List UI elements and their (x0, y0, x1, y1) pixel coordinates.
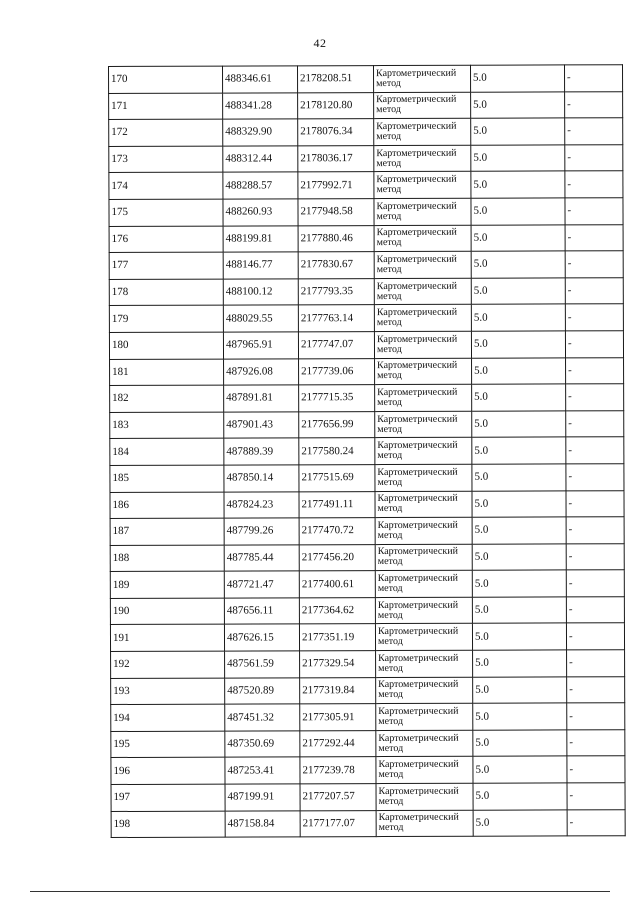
y-coordinate-cell: 2177364.62 (299, 597, 375, 624)
point-number-cell: 194 (111, 704, 225, 731)
method-cell: Картометрический метод (375, 571, 472, 598)
method-cell: Картометрический метод (375, 624, 472, 651)
y-coordinate-cell: 2177747.07 (298, 332, 374, 359)
y-coordinate-cell: 2177656.99 (299, 411, 375, 438)
method-cell: Картометрический метод (374, 225, 471, 252)
x-coordinate-cell: 487926.08 (224, 358, 299, 385)
method-cell: Картометрический метод (374, 251, 471, 278)
accuracy-cell: 5.0 (473, 730, 567, 757)
method-cell: Картометрический метод (375, 358, 472, 385)
method-cell: Картометрический метод (375, 517, 472, 544)
y-coordinate-cell: 2178076.34 (298, 119, 374, 146)
table-row (111, 703, 625, 731)
accuracy-cell: 5.0 (471, 331, 565, 358)
method-cell: Картометрический метод (375, 384, 472, 411)
accuracy-cell: 5.0 (473, 677, 567, 704)
note-cell: - (566, 623, 624, 650)
accuracy-cell: 5.0 (470, 65, 564, 92)
accuracy-cell: 5.0 (471, 92, 565, 119)
x-coordinate-cell: 488199.81 (223, 225, 298, 252)
point-number-cell: 192 (111, 651, 225, 678)
x-coordinate-cell: 487824.23 (224, 491, 299, 518)
note-cell: - (565, 118, 623, 145)
accuracy-cell: 5.0 (472, 517, 566, 544)
table-row (111, 756, 625, 784)
note-cell: - (566, 490, 624, 517)
x-coordinate-cell: 487350.69 (225, 731, 300, 758)
table-row (109, 65, 623, 93)
y-coordinate-cell: 2177207.57 (300, 784, 376, 811)
accuracy-cell: 5.0 (471, 145, 565, 172)
method-cell: Картометрический метод (375, 544, 472, 571)
table-row (111, 783, 625, 811)
method-cell: Картометрический метод (375, 597, 472, 624)
point-number-cell: 195 (111, 731, 225, 758)
y-coordinate-cell: 2177177.07 (300, 810, 376, 837)
method-cell: Картометрический метод (376, 810, 473, 837)
method-cell: Картометрический метод (375, 411, 472, 438)
accuracy-cell: 5.0 (471, 304, 565, 331)
x-coordinate-cell: 487626.15 (224, 624, 299, 651)
point-number-cell: 189 (110, 571, 224, 598)
note-cell: - (565, 331, 623, 358)
x-coordinate-cell: 487785.44 (224, 545, 299, 572)
point-number-cell: 173 (109, 146, 223, 173)
table-row (110, 464, 624, 492)
note-cell: - (567, 650, 625, 677)
coordinates-table (108, 64, 626, 838)
method-cell: Картометрический метод (374, 145, 471, 172)
method-cell: Картометрический метод (374, 198, 471, 225)
note-cell: - (565, 171, 623, 198)
table-body (109, 65, 626, 838)
table-row (109, 144, 623, 172)
method-cell: Картометрический метод (375, 464, 472, 491)
note-cell: - (567, 730, 625, 757)
accuracy-cell: 5.0 (471, 224, 565, 251)
y-coordinate-cell: 2177491.11 (299, 491, 375, 518)
note-cell: - (566, 437, 624, 464)
note-cell: - (567, 703, 625, 730)
note-cell: - (566, 543, 624, 570)
table-row (111, 676, 625, 704)
point-number-cell: 183 (110, 412, 224, 439)
x-coordinate-cell: 487561.59 (225, 651, 300, 678)
table-row (110, 570, 624, 598)
point-number-cell: 190 (110, 598, 224, 625)
table-row (109, 331, 623, 359)
point-number-cell: 177 (109, 252, 223, 279)
point-number-cell: 174 (109, 172, 223, 199)
table-row (109, 118, 623, 146)
table-row (109, 277, 623, 305)
note-cell: - (565, 304, 623, 331)
point-number-cell: 191 (110, 625, 224, 652)
x-coordinate-cell: 487520.89 (225, 677, 300, 704)
point-number-cell: 198 (111, 811, 225, 838)
y-coordinate-cell: 2177830.67 (298, 252, 374, 279)
method-cell: Картометрический метод (376, 730, 473, 757)
table-row (109, 304, 623, 332)
point-number-cell: 176 (109, 226, 223, 253)
method-cell: Картометрический метод (374, 172, 471, 199)
y-coordinate-cell: 2177763.14 (298, 305, 374, 332)
accuracy-cell: 5.0 (471, 278, 565, 305)
point-number-cell: 179 (109, 305, 223, 332)
y-coordinate-cell: 2177793.35 (298, 278, 374, 305)
y-coordinate-cell: 2177880.46 (298, 225, 374, 252)
note-cell: - (565, 224, 623, 251)
y-coordinate-cell: 2177329.54 (300, 651, 376, 678)
note-cell: - (567, 756, 625, 783)
method-cell: Картометрический метод (374, 331, 471, 358)
accuracy-cell: 5.0 (471, 118, 565, 145)
x-coordinate-cell: 487451.32 (225, 704, 300, 731)
accuracy-cell: 5.0 (471, 198, 565, 225)
point-number-cell: 170 (109, 66, 223, 93)
table-row (110, 490, 624, 518)
x-coordinate-cell: 487891.81 (224, 385, 299, 412)
x-coordinate-cell: 487965.91 (223, 332, 298, 359)
accuracy-cell: 5.0 (472, 570, 566, 597)
note-cell: - (566, 597, 624, 624)
note-cell: - (566, 410, 624, 437)
table-row (109, 198, 623, 226)
accuracy-cell: 5.0 (472, 437, 566, 464)
point-number-cell: 187 (110, 518, 224, 545)
point-number-cell: 182 (110, 385, 224, 412)
y-coordinate-cell: 2177239.78 (300, 757, 376, 784)
accuracy-cell: 5.0 (472, 384, 566, 411)
table-row (111, 730, 625, 758)
y-coordinate-cell: 2178208.51 (298, 66, 374, 93)
table-row (110, 517, 624, 545)
x-coordinate-cell: 488146.77 (223, 252, 298, 279)
y-coordinate-cell: 2177580.24 (299, 438, 375, 465)
method-cell: Картометрический метод (374, 65, 471, 92)
accuracy-cell: 5.0 (473, 810, 567, 837)
accuracy-cell: 5.0 (472, 623, 566, 650)
note-cell: - (564, 65, 622, 92)
point-number-cell: 172 (109, 119, 223, 146)
table-row (111, 650, 625, 678)
y-coordinate-cell: 2177739.06 (299, 358, 375, 385)
accuracy-cell: 5.0 (472, 464, 566, 491)
accuracy-cell: 5.0 (471, 171, 565, 198)
x-coordinate-cell: 487199.91 (225, 784, 300, 811)
y-coordinate-cell: 2177400.61 (299, 571, 375, 598)
accuracy-cell: 5.0 (472, 597, 566, 624)
table-row (110, 384, 624, 412)
method-cell: Картометрический метод (376, 703, 473, 730)
table-row (110, 437, 624, 465)
y-coordinate-cell: 2177470.72 (299, 518, 375, 545)
page-number: 42 (313, 36, 327, 50)
x-coordinate-cell: 487158.84 (225, 810, 300, 837)
note-cell: - (565, 198, 623, 225)
note-cell: - (565, 251, 623, 278)
accuracy-cell: 5.0 (472, 411, 566, 438)
table-row (110, 543, 624, 571)
note-cell: - (565, 277, 623, 304)
note-cell: - (566, 357, 624, 384)
x-coordinate-cell: 488312.44 (223, 146, 298, 173)
table-row (109, 91, 623, 119)
accuracy-cell: 5.0 (473, 650, 567, 677)
y-coordinate-cell: 2177351.19 (299, 624, 375, 651)
table-row (109, 171, 623, 199)
table-row (109, 224, 623, 252)
note-cell: - (567, 783, 625, 810)
x-coordinate-cell: 488100.12 (223, 279, 298, 306)
table-row (110, 357, 624, 385)
x-coordinate-cell: 488329.90 (223, 119, 298, 146)
method-cell: Картометрический метод (376, 757, 473, 784)
x-coordinate-cell: 488288.57 (223, 172, 298, 199)
note-cell: - (567, 809, 625, 836)
point-number-cell: 184 (110, 438, 224, 465)
method-cell: Картометрический метод (375, 438, 472, 465)
accuracy-cell: 5.0 (473, 783, 567, 810)
y-coordinate-cell: 2177992.71 (298, 172, 374, 199)
point-number-cell: 178 (109, 279, 223, 306)
point-number-cell: 180 (109, 332, 223, 359)
table-row (110, 623, 624, 651)
accuracy-cell: 5.0 (472, 490, 566, 517)
y-coordinate-cell: 2177456.20 (299, 544, 375, 571)
method-cell: Картометрический метод (376, 677, 473, 704)
x-coordinate-cell: 487889.39 (224, 438, 299, 465)
x-coordinate-cell: 487656.11 (224, 598, 299, 625)
y-coordinate-cell: 2177292.44 (300, 730, 376, 757)
x-coordinate-cell: 488260.93 (223, 199, 298, 226)
accuracy-cell: 5.0 (473, 703, 567, 730)
method-cell: Картометрический метод (374, 118, 471, 145)
y-coordinate-cell: 2177948.58 (298, 199, 374, 226)
x-coordinate-cell: 487721.47 (224, 571, 299, 598)
note-cell: - (566, 517, 624, 544)
point-number-cell: 196 (111, 758, 225, 785)
x-coordinate-cell: 488029.55 (223, 305, 298, 332)
y-coordinate-cell: 2178120.80 (298, 92, 374, 119)
accuracy-cell: 5.0 (473, 756, 567, 783)
point-number-cell: 186 (110, 492, 224, 519)
point-number-cell: 175 (109, 199, 223, 226)
table-row (110, 410, 624, 438)
note-cell: - (565, 144, 623, 171)
table-row (111, 809, 625, 837)
accuracy-cell: 5.0 (472, 544, 566, 571)
method-cell: Картометрический метод (374, 305, 471, 332)
y-coordinate-cell: 2177715.35 (299, 385, 375, 412)
y-coordinate-cell: 2178036.17 (298, 145, 374, 172)
x-coordinate-cell: 487799.26 (224, 518, 299, 545)
y-coordinate-cell: 2177305.91 (300, 704, 376, 731)
note-cell: - (566, 464, 624, 491)
note-cell: - (567, 676, 625, 703)
method-cell: Картометрический метод (374, 278, 471, 305)
note-cell: - (566, 384, 624, 411)
point-number-cell: 188 (110, 545, 224, 572)
table-row (109, 251, 623, 279)
x-coordinate-cell: 488341.28 (223, 92, 298, 119)
x-coordinate-cell: 487253.41 (225, 757, 300, 784)
y-coordinate-cell: 2177515.69 (299, 464, 375, 491)
method-cell: Картометрический метод (374, 92, 471, 119)
x-coordinate-cell: 487901.43 (224, 412, 299, 439)
note-cell: - (565, 91, 623, 118)
method-cell: Картометрический метод (376, 650, 473, 677)
footer-divider (30, 891, 610, 892)
table-row (110, 597, 624, 625)
point-number-cell: 197 (111, 784, 225, 811)
point-number-cell: 193 (111, 678, 225, 705)
point-number-cell: 181 (110, 359, 224, 386)
x-coordinate-cell: 488346.61 (223, 66, 298, 93)
point-number-cell: 185 (110, 465, 224, 492)
method-cell: Картометрический метод (375, 491, 472, 518)
y-coordinate-cell: 2177319.84 (300, 677, 376, 704)
accuracy-cell: 5.0 (471, 251, 565, 278)
x-coordinate-cell: 487850.14 (224, 465, 299, 492)
point-number-cell: 171 (109, 93, 223, 120)
method-cell: Картометрический метод (376, 783, 473, 810)
accuracy-cell: 5.0 (472, 357, 566, 384)
note-cell: - (566, 570, 624, 597)
